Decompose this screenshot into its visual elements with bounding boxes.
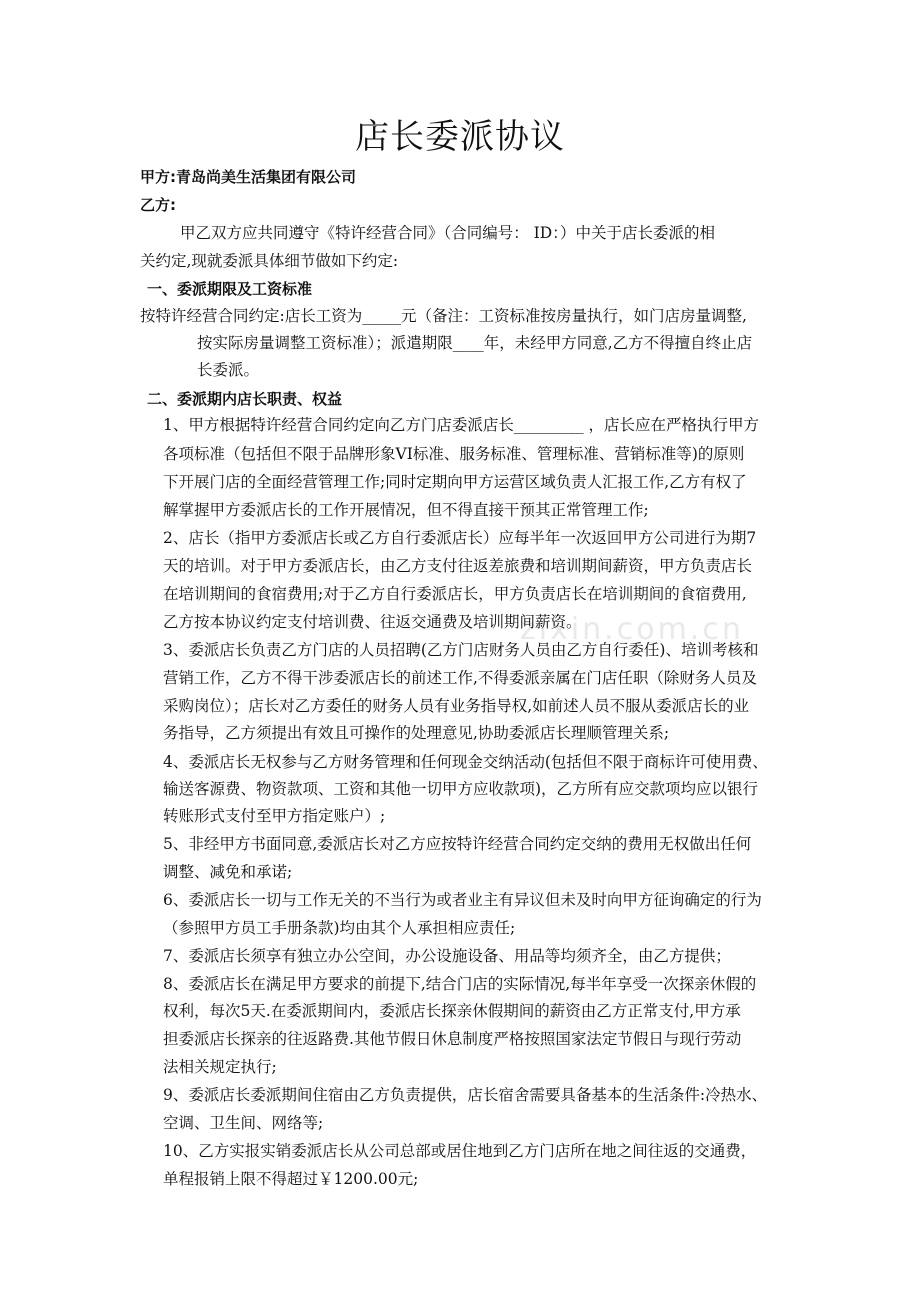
section2-line: 务指导，乙方须提出有效且可操作的处理意见,协助委派店长理顺管理关系; xyxy=(163,724,670,742)
intro-line: 甲乙双方应共同遵守《特许经营合同》（合同编号： ID：）中关于店长委派的相 xyxy=(180,224,715,242)
section2-line: （参照甲方员工手册条款)均由其个人承担相应责任; xyxy=(163,919,516,937)
section1-line: 按特许经营合同约定:店长工资为_____元（备注：工资标准按房量执行，如门店房量调整, xyxy=(140,307,747,325)
section2-heading: 二、委派期内店长职责、权益 xyxy=(147,390,343,408)
section2-line: 8、委派店长在满足甲方要求的前提下,结合门店的实际情况,每半年享受一次探亲休假的 xyxy=(163,975,757,993)
section2-line: 营销工作，乙方不得干涉委派店长的前述工作,不得委派亲属在门店任职（除财务人员及 xyxy=(163,669,757,687)
intro-line: 关约定,现就委派具体细节做如下约定: xyxy=(140,252,399,270)
section2-line: 4、委派店长无权参与乙方财务管理和任何现金交纳活动(包括但不限于商标许可使用费、 xyxy=(163,753,768,771)
section2-line: 采购岗位）；店长对乙方委任的财务人员有业务指导权,如前述人员不服从委派店长的业 xyxy=(163,697,750,715)
section2-line: 10、乙方实报实销委派店长从公司总部或居住地到乙方门店所在地之间往返的交通费， xyxy=(163,1142,757,1160)
section2-line: 在培训期间的食宿费用;对于乙方自行委派店长，甲方负责店长在培训期间的食宿费用, xyxy=(163,585,747,603)
section2-line: 5、非经甲方书面同意,委派店长对乙方应按特许经营合同约定交纳的费用无权做出任何 xyxy=(163,835,752,853)
watermark: zixin.com.cn xyxy=(520,612,744,647)
section2-line: 各项标准（包括但不限于品牌形象VI标准、服务标准、管理标准、营销标准等)的原则 xyxy=(163,445,745,463)
section2-line: 6、委派店长一切与工作无关的不当行为或者业主有异议但未及时向甲方征询确定的行为 xyxy=(163,891,762,909)
section2-line: 权利，每次5天.在委派期间内，委派店长探亲休假期间的薪资由乙方正常支付,甲方承 xyxy=(163,1002,741,1020)
section2-line: 下开展门店的全面经营管理工作;同时定期向甲方运营区域负责人汇报工作,乙方有权了 xyxy=(163,473,747,491)
section2-line: 输送客源费、物资款项、工资和其他一切甲方应收款项)，乙方所有应交款项均应以银行 xyxy=(163,780,759,798)
section2-line: 3、委派店长负责乙方门店的人员招聘(乙方门店财务人员由乙方自行委任)、培训考核和 xyxy=(163,641,759,659)
party-a: 甲方:青岛尚美生活集团有限公司 xyxy=(140,168,357,186)
section2-line: 担委派店长探亲的往返路费.其他节假日休息制度严格按照国家法定节假日与现行劳动 xyxy=(163,1030,742,1048)
section2-line: 单程报销上限不得超过￥1200.00元; xyxy=(163,1170,419,1188)
section2-line: 乙方按本协议约定支付培训费、往返交通费及培训期间薪资。 xyxy=(163,613,582,631)
document-title: 店长委派协议 xyxy=(355,117,565,157)
section2-line: 9、委派店长委派期间住宿由乙方负责提供，店长宿舍需要具备基本的生活条件:冷热水、 xyxy=(163,1086,768,1104)
section2-line: 7、委派店长须享有独立办公空间，办公设施设备、用品等均须齐全，由乙方提供； xyxy=(163,947,731,965)
section2-line: 转账形式支付至甲方指定账户）; xyxy=(163,807,386,825)
section1-line: 长委派。 xyxy=(197,361,260,379)
section2-line: 解掌握甲方委派店长的工作开展情况，但不得直接干预其正常管理工作; xyxy=(163,501,649,519)
section2-line: 天的培训。对于甲方委派店长，由乙方支付往返差旅费和培训期间薪资，甲方负责店长 xyxy=(163,557,753,575)
section2-line: 2、店长（指甲方委派店长或乙方自行委派店长）应每半年一次返回甲方公司进行为期7 xyxy=(163,529,757,547)
section2-line: 1、甲方根据特许经营合同约定向乙方门店委派店长_________ ，店长应在严格执行甲方 xyxy=(163,416,760,434)
section2-line: 调整、减免和承诺; xyxy=(163,863,293,881)
party-b: 乙方: xyxy=(140,196,176,214)
section1-heading: 一、委派期限及工资标准 xyxy=(147,280,313,298)
section2-line: 空调、卫生间、网络等; xyxy=(163,1114,324,1132)
section2-line: 法相关规定执行; xyxy=(163,1058,277,1076)
section1-line: 按实际房量调整工资标准）；派遣期限____年，未经甲方同意,乙方不得擅自终止店 xyxy=(197,334,753,352)
